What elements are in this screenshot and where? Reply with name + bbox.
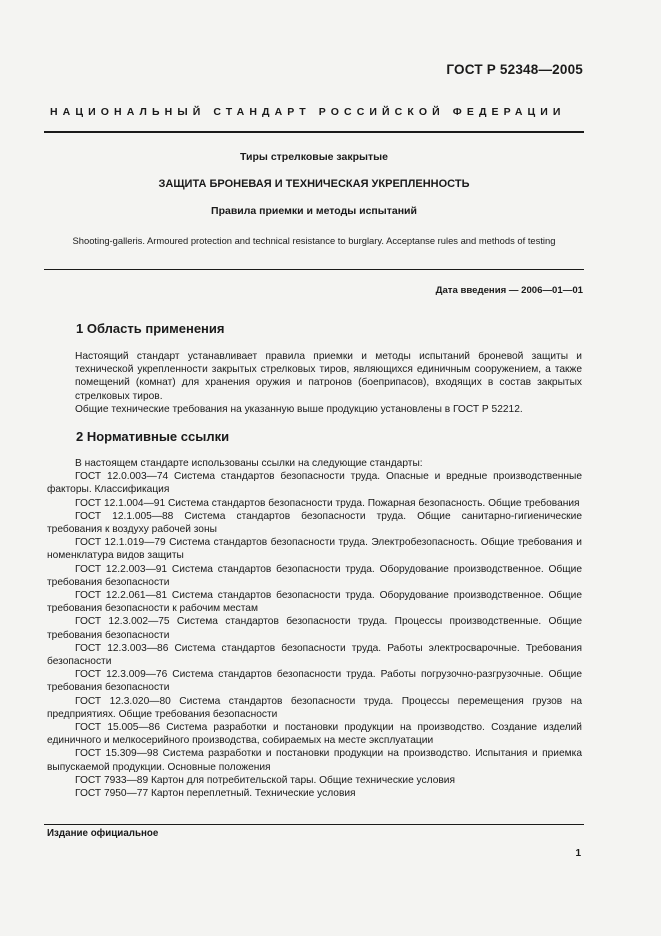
reference-item: ГОСТ 12.3.002—75 Система стандартов безопасности труда. Процессы производственные. Общие требования безопасности xyxy=(47,616,582,641)
national-standard-banner: НАЦИОНАЛЬНЫЙ СТАНДАРТ РОССИЙСКОЙ ФЕДЕРАЦИИ xyxy=(50,106,566,118)
reference-item: ГОСТ 15.309—98 Система разработки и постановки продукции на производство. Испытания и приемка выпускаемой продукции. Основные положения xyxy=(47,748,582,773)
introduction-date: Дата введения — 2006—01—01 xyxy=(435,285,583,296)
title-sub: Правила приемки и методы испытаний xyxy=(211,205,417,217)
title-divider xyxy=(44,269,584,270)
reference-item: ГОСТ 12.2.003—91 Система стандартов безопасности труда. Оборудование производственное. Общие требования безопасности xyxy=(47,563,582,588)
reference-item: ГОСТ 12.1.019—79 Система стандартов безопасности труда. Электробезопасность. Общие требования и номенклатура видов защиты xyxy=(47,537,582,562)
reference-item: ГОСТ 12.3.020—80 Система стандартов безопасности труда. Процессы перемещения грузов на предприятиях. Общие требования безопасности xyxy=(47,695,582,720)
reference-item: ГОСТ 15.005—86 Система разработки и постановки продукции на производство. Создание изделий единичного и мелкосерийного производства, собираемых на месте эксплуатации xyxy=(47,722,582,747)
title-english: Shooting-galleris. Armoured protection and technical resistance to burglary. Acceptanse rules and methods of testing xyxy=(72,235,556,246)
reference-item: ГОСТ 7933—89 Картон для потребительской тары. Общие технические условия xyxy=(75,774,455,786)
section-1-heading: 1 Область применения xyxy=(76,321,225,336)
section-2-heading: 2 Нормативные ссылки xyxy=(76,429,230,444)
reference-item: ГОСТ 12.1.005—88 Система стандартов безопасности труда. Общие санитарно-гигиенические требования к воздуху рабочей зоны xyxy=(47,510,582,536)
header-divider xyxy=(44,131,584,133)
title-main: ЗАЩИТА БРОНЕВАЯ И ТЕХНИЧЕСКАЯ УКРЕПЛЕННОСТЬ xyxy=(158,178,470,190)
document-number: ГОСТ Р 52348—2005 xyxy=(446,62,583,77)
title-small: Тиры стрелковые закрытые xyxy=(240,151,388,163)
section-1-body xyxy=(47,350,582,416)
references-intro: В настоящем стандарте использованы ссылки на следующие стандарты: xyxy=(75,458,423,469)
normative-references-list xyxy=(47,457,582,800)
footer-divider xyxy=(44,824,584,825)
reference-item: ГОСТ 12.0.003—74 Система стандартов безопасности труда. Опасные и вредные производственные факторы. Классификация xyxy=(47,471,582,496)
reference-item: ГОСТ 12.3.009—76 Система стандартов безопасности труда. Работы погрузочно-разгрузочные. Общие требования безопасности xyxy=(47,669,582,694)
reference-item: ГОСТ 12.3.003—86 Система стандартов безопасности труда. Работы электросварочные. Требования безопасности xyxy=(47,642,582,668)
page-number: 1 xyxy=(575,848,581,859)
section-1-paragraph-2: Общие технические требования на указанную выше продукцию установлены в ГОСТ Р 52212. xyxy=(75,403,523,415)
reference-item: ГОСТ 7950—77 Картон переплетный. Технические условия xyxy=(75,788,356,800)
section-1-paragraph-1: Настоящий стандарт устанавливает правила приемки и методы испытаний броневой защиты и технической укрепленности закрытых стрелковых тиров, являющихся единичным сооружением, а также помещений (комнат) для хранения оружия и патронов (боеприпасов), входящих в состав закрытых стрелковых тиров. xyxy=(75,351,582,402)
reference-item: ГОСТ 12.2.061—81 Система стандартов безопасности труда. Оборудование производственное. Общие требования безопасности к рабочим местам xyxy=(47,590,582,615)
reference-item: ГОСТ 12.1.004—91 Система стандартов безопасности труда. Пожарная безопасность. Общие требования xyxy=(75,497,580,509)
official-edition-label: Издание официальное xyxy=(47,828,159,839)
